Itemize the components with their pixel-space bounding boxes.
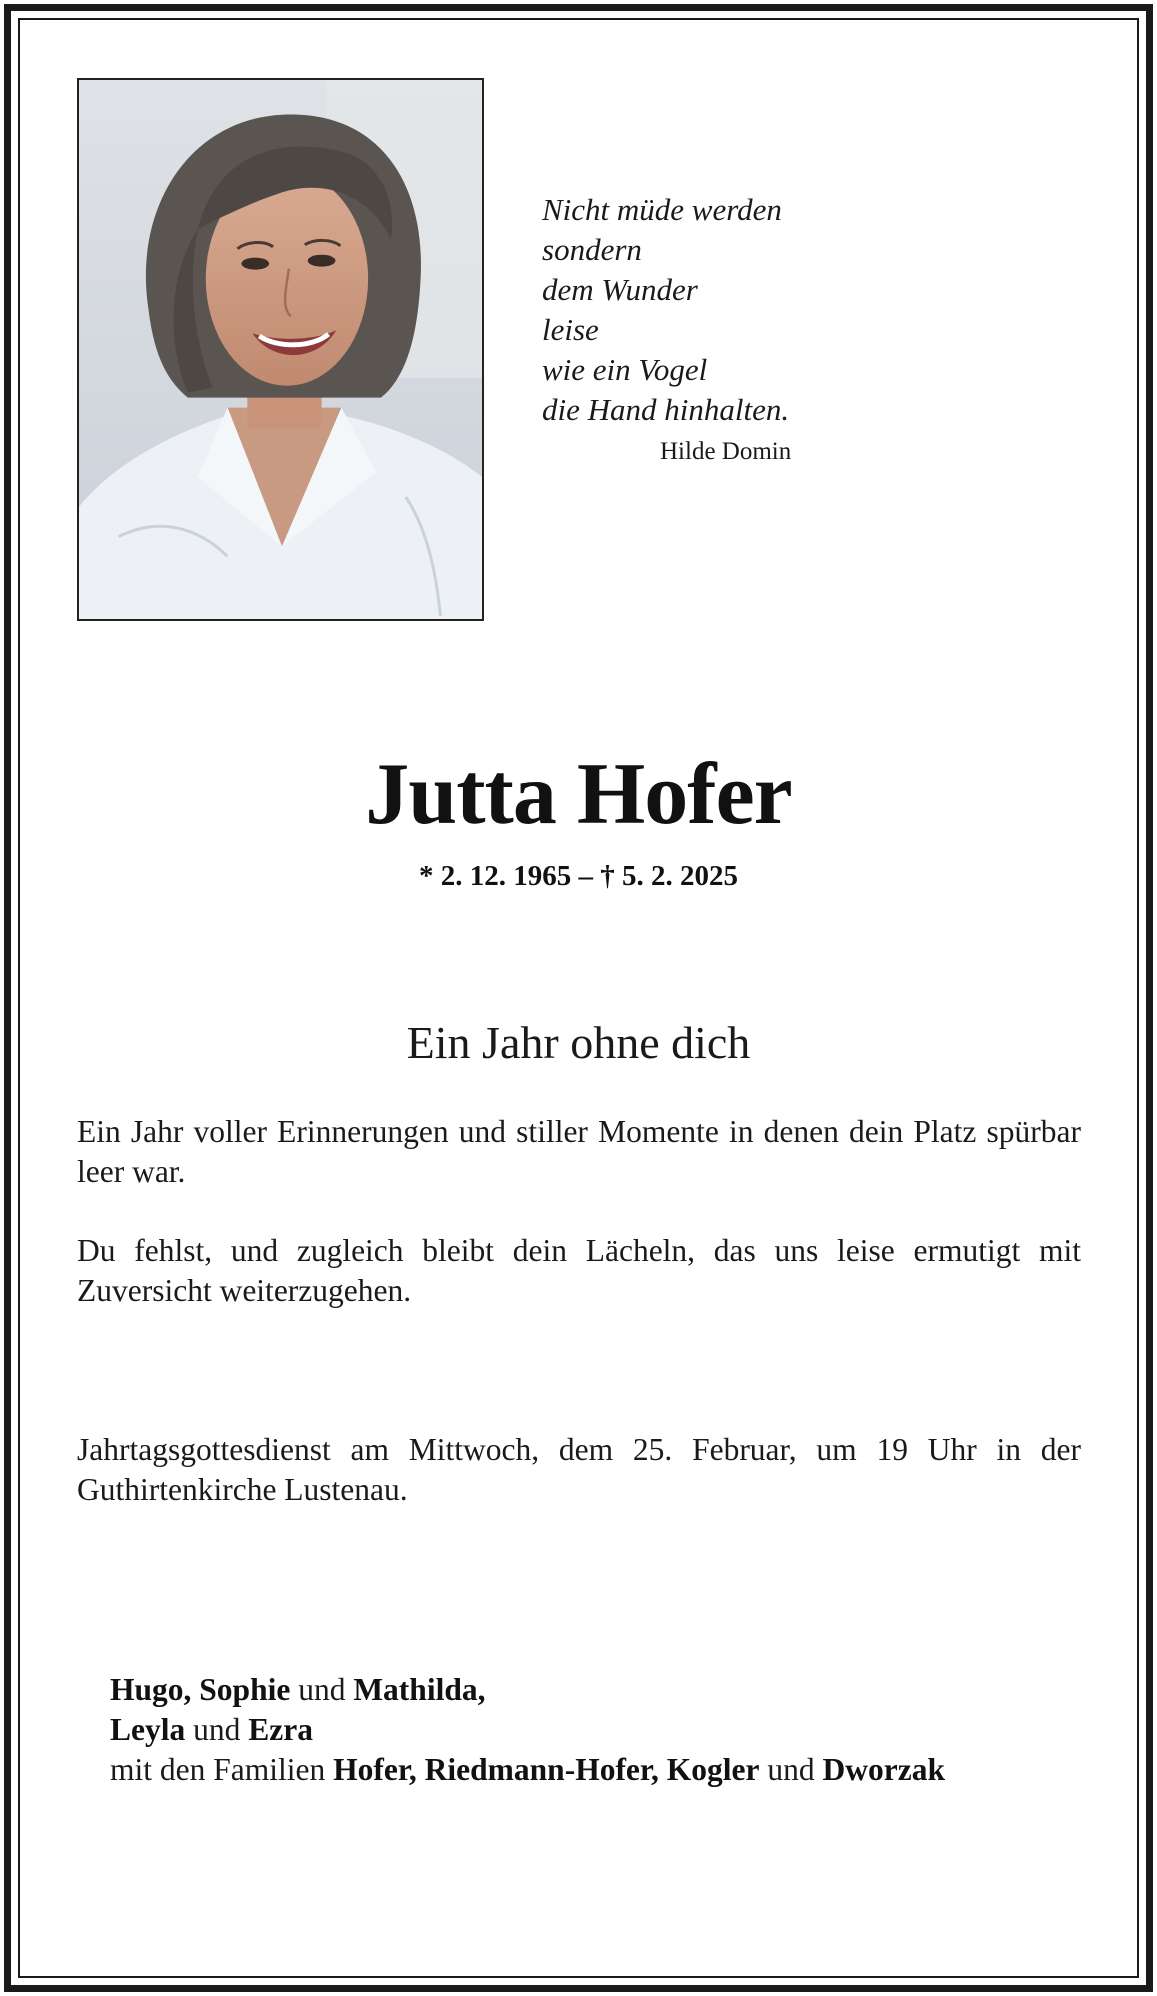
signature-line-1 (110, 1670, 1110, 1710)
portrait-photo (77, 78, 484, 621)
signer-name: Leyla (110, 1712, 186, 1747)
signature-line-2 (110, 1710, 1110, 1750)
conjunction: und (767, 1752, 815, 1787)
poem-line: sondern (542, 232, 642, 267)
signature-block (110, 1670, 1110, 1790)
poem-line: wie ein Vogel (542, 352, 708, 387)
memorial-heading: Ein Jahr ohne dich (406, 1017, 751, 1068)
family-name: Dworzak (822, 1752, 945, 1787)
family-name: Kogler (666, 1752, 760, 1787)
poem (542, 190, 902, 430)
signer-name: Sophie (199, 1672, 291, 1707)
poem-author: Hilde Domin (660, 438, 792, 465)
life-dates: * 2. 12. 1965 – † 5. 2. 2025 (419, 860, 738, 892)
paragraph-missing: Du fehlst, und zugleich bleibt dein Lächeln, das uns leise ermutigt mit Zuversicht weiterzugehen. (77, 1233, 1081, 1308)
signer-name: Ezra (248, 1712, 313, 1747)
portrait-illustration (79, 80, 482, 619)
paragraph-service: Jahrtagsgottesdienst am Mittwoch, dem 25. Februar, um 19 Uhr in der Guthirtenkirche Lustenau. (77, 1432, 1081, 1507)
poem-line: die Hand hinhalten. (542, 392, 790, 427)
family-name: Riedmann-Hofer, (424, 1752, 659, 1787)
signer-name: Mathilda, (353, 1672, 486, 1707)
family-name: Hofer, (333, 1752, 417, 1787)
signature-line-3 (110, 1750, 1110, 1790)
poem-line: leise (542, 312, 599, 347)
families-prefix: mit den Familien (110, 1752, 326, 1787)
poem-line: dem Wunder (542, 272, 698, 307)
signer-name: Hugo, (110, 1672, 192, 1707)
conjunction: und (193, 1712, 241, 1747)
deceased-name: Jutta Hofer (365, 746, 792, 843)
paragraph-memories: Ein Jahr voller Erinnerungen und stiller Momente in denen dein Platz spürbar leer war. (77, 1114, 1081, 1189)
poem-line: Nicht müde werden (542, 192, 782, 227)
conjunction: und (298, 1672, 346, 1707)
